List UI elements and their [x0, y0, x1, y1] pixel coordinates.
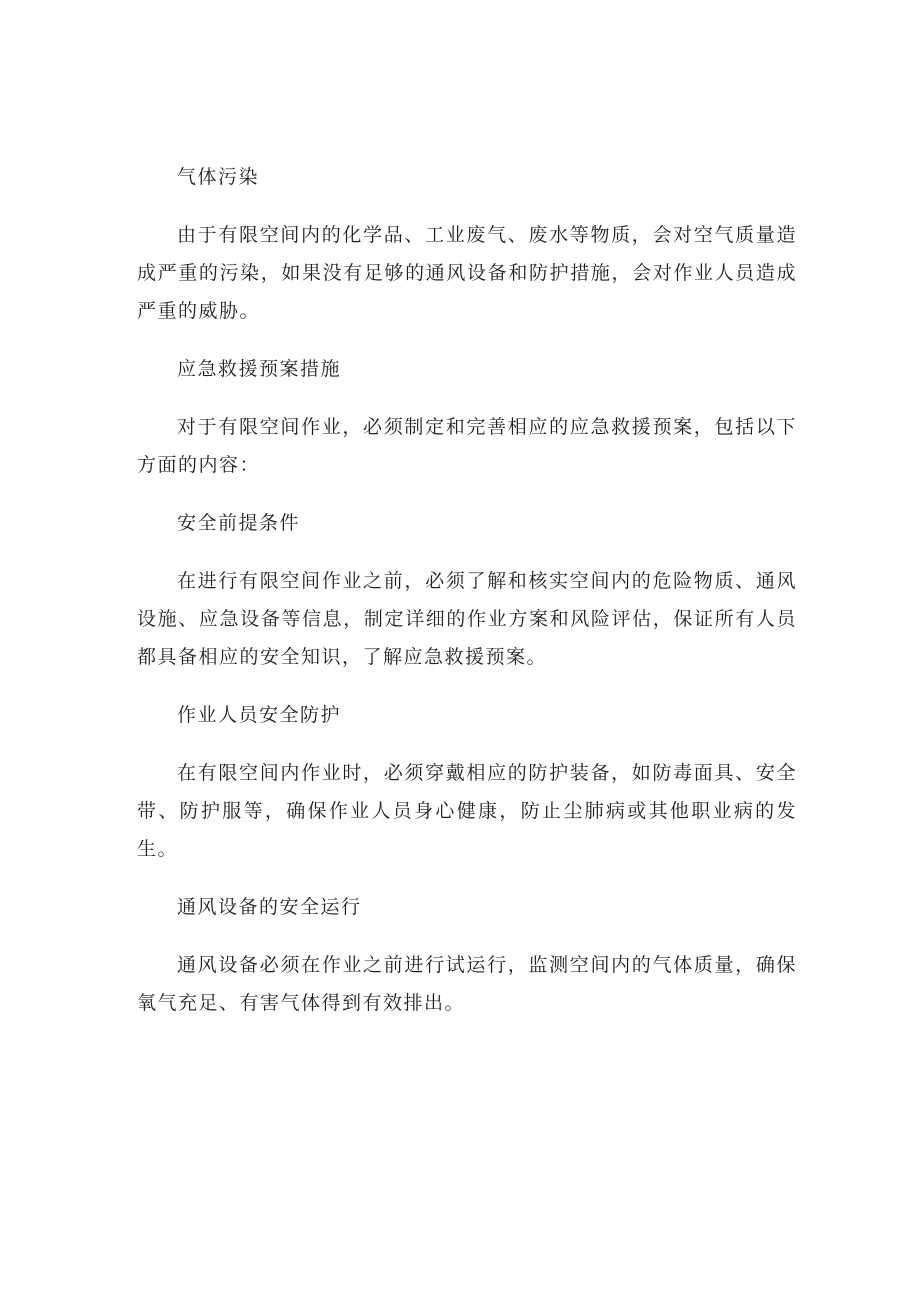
section-paragraph-worker-protection: 在有限空间内作业时，必须穿戴相应的防护装备，如防毒面具、安全带、防护服等，确保作业人员身心健康，防止尘肺病或其他职业病的发生。	[137, 762, 797, 860]
section-heading-ventilation-operation: 通风设备的安全运行	[177, 896, 362, 918]
document-body	[137, 158, 797, 1042]
section-heading-safety-prerequisites: 安全前提条件	[177, 512, 301, 534]
section-paragraph-ventilation-operation: 通风设备必须在作业之前进行试运行，监测空间内的气体质量，确保氧气充足、有害气体得到有效排出。	[137, 954, 797, 1014]
section-heading-emergency-plan: 应急救援预案措施	[177, 358, 342, 380]
section-heading-worker-protection: 作业人员安全防护	[177, 704, 342, 726]
section-paragraph-emergency-plan: 对于有限空间作业，必须制定和完善相应的应急救援预案，包括以下方面的内容：	[137, 416, 797, 476]
section-paragraph-safety-prerequisites: 在进行有限空间作业之前，必须了解和核实空间内的危险物质、通风设施、应急设备等信息，制定详细的作业方案和风险评估，保证所有人员都具备相应的安全知识，了解应急救援预案。	[137, 570, 797, 668]
section-paragraph-gas-pollution: 由于有限空间内的化学品、工业废气、废水等物质，会对空气质量造成严重的污染，如果没有足够的通风设备和防护措施，会对作业人员造成严重的威胁。	[137, 224, 797, 322]
section-heading-gas-pollution: 气体污染	[177, 166, 260, 188]
